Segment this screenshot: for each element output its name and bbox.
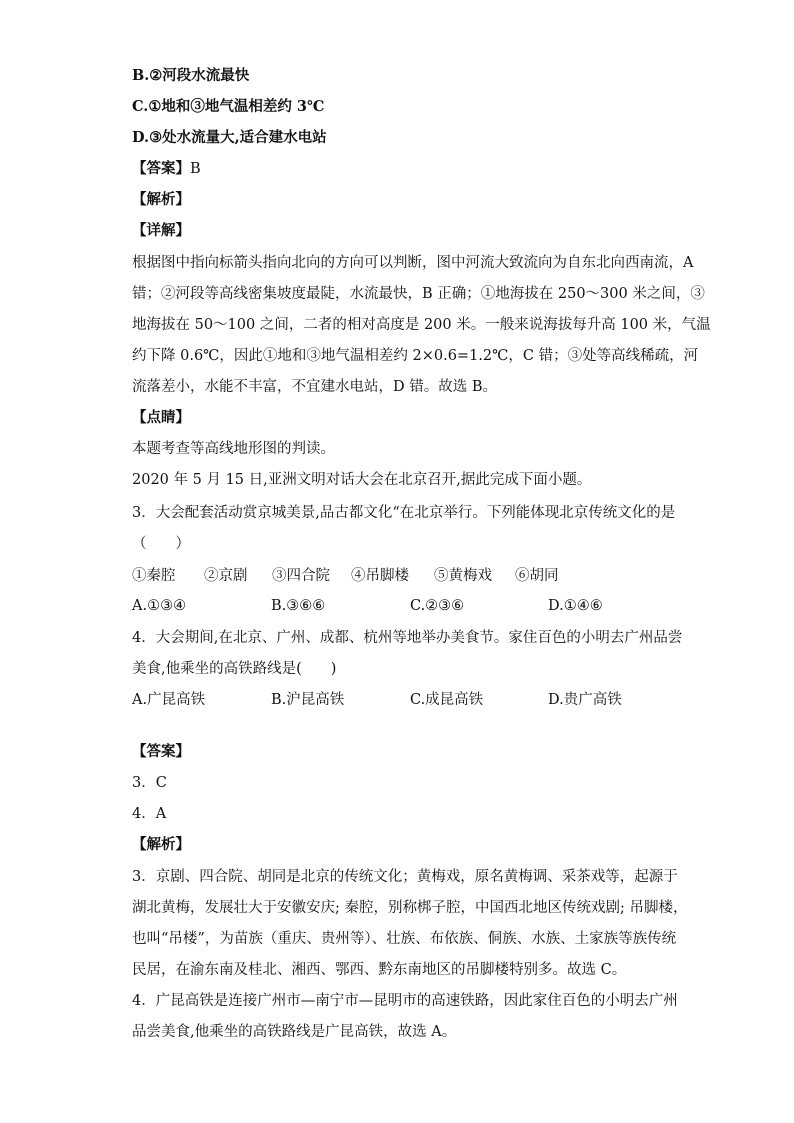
q2-option-d: D.③处水流量大,适合建水电站 — [132, 129, 327, 146]
q4-stem-line2: 美食,他乘坐的高铁路线是( ) — [132, 661, 337, 677]
answer-3: 3．C — [132, 775, 167, 791]
a3-line: 3．京剧、四合院、胡同是北京的传统文化；黄梅戏，原名黄梅调、采茶戏等，起源于 — [132, 869, 678, 885]
q2-comment: 本题考查等高线地形图的判读。 — [132, 441, 335, 457]
q2-detail-line: 根据图中指向标箭头指向北向的方向可以判断，图中河流大致流向为自东北向西南流，A — [132, 255, 694, 271]
q4-option-d: D.贵广高铁 — [548, 692, 622, 708]
q2-detail-line: 流落差小，水能不丰富，不宜建水电站，D 错。故选 B。 — [132, 379, 497, 395]
q3-option-a: A.①③④ — [132, 598, 187, 614]
q2-detail-label: 【详解】 — [132, 222, 190, 239]
q3-item: ①秦腔 — [132, 568, 176, 584]
q3-option-c: C.②③⑥ — [410, 598, 465, 614]
q3-item: ④吊脚楼 — [351, 568, 409, 584]
intro-text: 2020 年 5 月 15 日,亚洲文明对话大会在北京召开,据此完成下面小题。 — [132, 472, 592, 488]
q3-item: ③四合院 — [272, 568, 330, 584]
q3-option-d: D.①④⑥ — [548, 598, 603, 614]
q3-item: ⑥胡同 — [515, 568, 559, 584]
answer-4: 4．A — [132, 806, 167, 822]
a3-line: 湖北黄梅，发展壮大于安徽安庆; 秦腔，别称梆子腔，中国西北地区传统戏剧; 吊脚楼， — [132, 900, 688, 916]
q3-stem: 3．大会配套活动赏京城美景,品古都文化“在北京举行。下列能体现北京传统文化的是 — [132, 505, 676, 521]
q3-option-b: B.③⑥⑥ — [271, 598, 326, 614]
q2-option-c: C.①地和③地气温相差约 3℃ — [132, 98, 325, 115]
q2-analysis-label: 【解析】 — [132, 191, 190, 208]
q3-stem-bracket: （ ） — [132, 536, 190, 552]
a4-line: 4．广昆高铁是连接广州市—南宁市—昆明市的高速铁路，因此家住百色的小明去广州 — [132, 993, 678, 1009]
answer-label: 【答案】 — [132, 160, 190, 177]
q2-comment-label: 【点睛】 — [132, 409, 190, 426]
q2-detail-line: 地海拔在 50～100 之间，二者的相对高度是 200 米。一般来说海拔每升高 100 米，气温 — [132, 317, 711, 333]
q2-answer — [132, 159, 201, 179]
a3-line: 民居，在渝东南及桂北、湘西、鄂西、黔东南地区的吊脚楼特别多。故选 C。 — [132, 962, 627, 978]
analysis-label: 【解析】 — [132, 836, 190, 853]
answer-value: B — [190, 161, 201, 177]
q4-option-b: B.沪昆高铁 — [271, 692, 345, 708]
q2-detail-line: 错；②河段等高线密集坡度最陡，水流最快，B 正确；①地海拔在 250～300 米之间，③ — [132, 286, 705, 302]
q4-option-c: C.成昆高铁 — [410, 692, 484, 708]
a4-line: 品尝美食,他乘坐的高铁路线是广昆高铁，故选 A。 — [132, 1024, 457, 1040]
q2-detail-line: 约下降 0.6℃，因此①地和③地气温相差约 2×0.6=1.2℃，C 错；③处等高线稀疏，河 — [132, 348, 699, 364]
q3-item: ⑤黄梅戏 — [434, 568, 492, 584]
q2-option-b: B.②河段水流最快 — [132, 67, 250, 84]
a3-line: 也叫“吊楼”，为苗族（重庆、贵州等）、壮族、布依族、侗族、水族、土家族等族传统 — [132, 931, 677, 947]
q4-stem: 4．大会期间,在北京、广州、成都、杭州等地举办美食节。家住百色的小明去广州品尝 — [132, 630, 683, 646]
answer-label: 【答案】 — [132, 743, 190, 760]
q4-option-a: A.广昆高铁 — [132, 692, 206, 708]
q3-item: ②京剧 — [204, 568, 248, 584]
